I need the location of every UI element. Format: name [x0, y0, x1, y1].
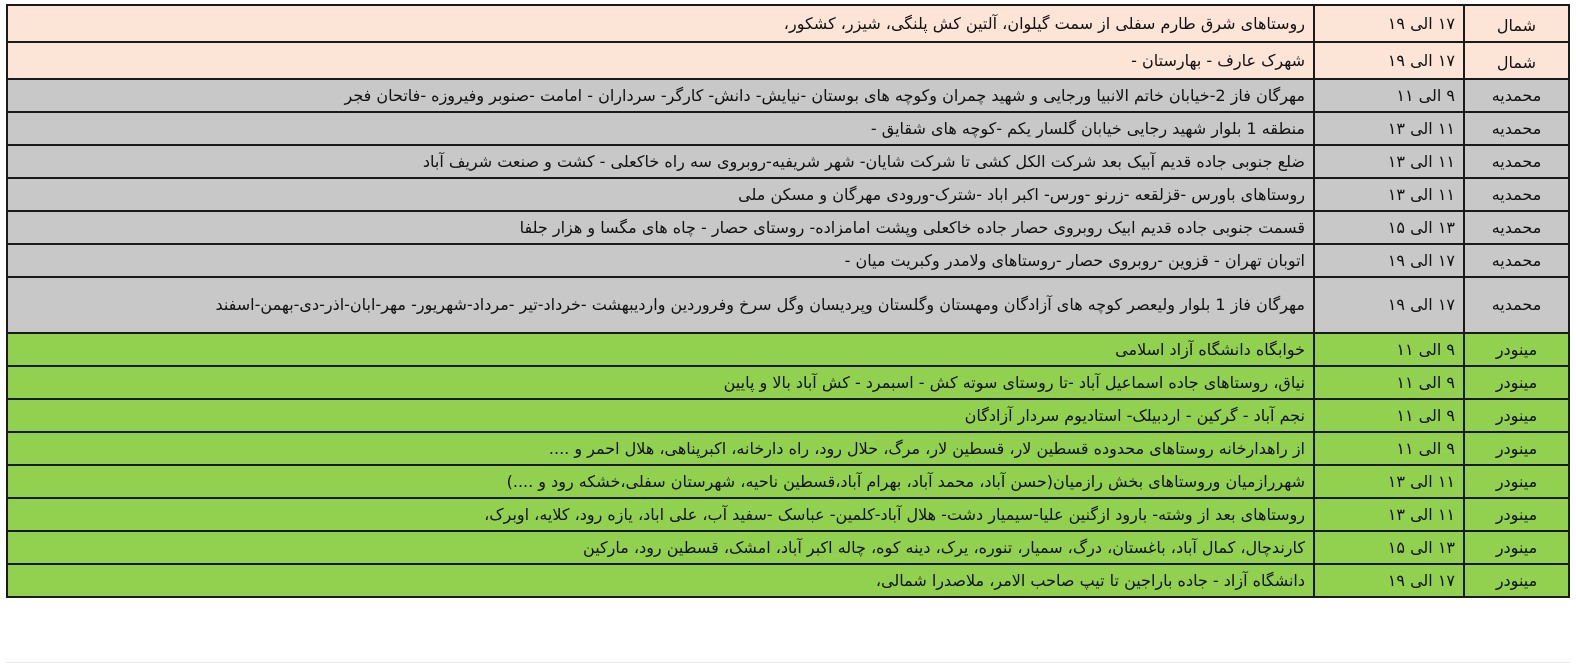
region-cell: مینودر — [1464, 399, 1569, 432]
region-cell: محمدیه — [1464, 178, 1569, 211]
areas-cell: دانشگاه آزاد - جاده باراجین تا تیپ صاحب الامر، ملاصدرا شمالی، — [7, 564, 1314, 597]
areas-cell: نیاق، روستاهای جاده اسماعیل آباد -تا روستای سوته کش - اسبمرد - کش آباد بالا و پایین — [7, 366, 1314, 399]
region-cell: مینودر — [1464, 531, 1569, 564]
areas-cell: روستاهای باورس -قزلقعه -زرنو -ورس- اکبر اباد -شترک-ورودی مهرگان و مسکن ملی — [7, 178, 1314, 211]
table-row — [7, 112, 1569, 145]
areas-cell: ضلع جنوبی جاده قدیم آبیک بعد شرکت الکل کشی تا شرکت شایان- شهر شریفیه-روبروی سه راه خاکعلی - کشت و صنعت شریف آباد — [7, 145, 1314, 178]
region-cell: محمدیه — [1464, 112, 1569, 145]
region-cell: محمدیه — [1464, 79, 1569, 112]
areas-cell: روستاهای شرق طارم سفلی از سمت گیلوان، آلتین کش پلنگی، شیزر، کشکور، — [7, 5, 1314, 42]
region-cell: محمدیه — [1464, 244, 1569, 277]
time-cell: ۱۷ الی ۱۹ — [1314, 277, 1464, 333]
time-cell: ۱۷ الی ۱۹ — [1314, 5, 1464, 42]
table-row — [7, 564, 1569, 597]
table-row — [7, 465, 1569, 498]
time-cell: ۹ الی ۱۱ — [1314, 333, 1464, 366]
region-cell: مینودر — [1464, 366, 1569, 399]
areas-cell: مهرگان فاز 2-خیابان خاتم الانبیا ورجایی و شهید چمران وکوچه های بوستان -نیایش- دانش- کارگر- سرداران - امامت -صنوبر وفیروزه -فاتحان فجر — [7, 79, 1314, 112]
region-cell: مینودر — [1464, 564, 1569, 597]
areas-cell: کارندچال، کمال آباد، باغستان، درگ، سمیار، تنوره، یرک، دینه کوه، چاله اکبر آباد، امشک، قسطین رود، مارکین — [7, 531, 1314, 564]
time-cell: ۹ الی ۱۱ — [1314, 399, 1464, 432]
time-cell: ۱۱ الی ۱۳ — [1314, 465, 1464, 498]
region-cell: شمال — [1464, 42, 1569, 79]
table-row — [7, 145, 1569, 178]
table-row — [7, 79, 1569, 112]
region-cell: مینودر — [1464, 333, 1569, 366]
region-cell: شمال — [1464, 5, 1569, 42]
table-row — [7, 244, 1569, 277]
areas-cell: شهررازمیان وروستاهای بخش رازمیان(حسن آباد، محمد آباد، بهرام آباد،قسطین ناحیه، شهرستان سفلی،خشکه رود و ....) — [7, 465, 1314, 498]
time-cell: ۱۳ الی ۱۵ — [1314, 531, 1464, 564]
bottom-divider — [6, 662, 1570, 663]
region-cell: محمدیه — [1464, 211, 1569, 244]
areas-cell: از راهدارخانه روستاهای محدوده قسطین لار، قسطین لار، مرگ، حلال رود، راه دارخانه، اکبرپناهی، هلال احمر و .... — [7, 432, 1314, 465]
areas-cell: مهرگان فاز 1 بلوار ولیعصر کوچه های آزادگان ومهستان وگلستان وپردیسان وگل سرخ وفروردین واردیبهشت -خرداد-تیر -مرداد-شهریور- مهر-ابان-اذر-دی-بهمن-اسفند — [7, 277, 1314, 333]
table-row — [7, 178, 1569, 211]
time-cell: ۱۷ الی ۱۹ — [1314, 564, 1464, 597]
time-cell: ۱۷ الی ۱۹ — [1314, 42, 1464, 79]
areas-cell: قسمت جنوبی جاده قدیم ابیک روبروی حصار جاده خاکعلی وپشت امامزاده- روستای حصار - چاه های مگسا و هزار جلفا — [7, 211, 1314, 244]
time-cell: ۹ الی ۱۱ — [1314, 432, 1464, 465]
areas-cell: شهرک عارف - بهارستان - — [7, 42, 1314, 79]
table-row — [7, 333, 1569, 366]
areas-cell: اتوبان تهران - قزوین -روبروی حصار -روستاهای ولامدر وکبریت میان - — [7, 244, 1314, 277]
table-row — [7, 366, 1569, 399]
outage-schedule-table — [6, 4, 1570, 598]
areas-cell: منطقه 1 بلوار شهید رجایی خیابان گلسار یکم -کوچه های شقایق - — [7, 112, 1314, 145]
time-cell: ۹ الی ۱۱ — [1314, 366, 1464, 399]
table-row — [7, 531, 1569, 564]
time-cell: ۹ الی ۱۱ — [1314, 79, 1464, 112]
region-cell: مینودر — [1464, 432, 1569, 465]
table-row — [7, 211, 1569, 244]
table-row — [7, 399, 1569, 432]
areas-cell: نجم آباد - گرکین - اردبیلک- استادیوم سردار آزادگان — [7, 399, 1314, 432]
region-cell: محمدیه — [1464, 277, 1569, 333]
time-cell: ۱۱ الی ۱۳ — [1314, 112, 1464, 145]
time-cell: ۱۱ الی ۱۳ — [1314, 178, 1464, 211]
table-row — [7, 432, 1569, 465]
areas-cell: روستاهای بعد از وشته- بارود ازگنین علیا-سیمیار دشت- هلال آباد-کلمین- عباسک -سفید آب، علی اباد، یازه رود، کلایه، اوبرک، — [7, 498, 1314, 531]
region-cell: مینودر — [1464, 465, 1569, 498]
areas-cell: خوابگاه دانشگاه آزاد اسلامی — [7, 333, 1314, 366]
time-cell: ۱۱ الی ۱۳ — [1314, 145, 1464, 178]
table-row — [7, 277, 1569, 333]
table-row — [7, 5, 1569, 42]
table-row — [7, 42, 1569, 79]
region-cell: محمدیه — [1464, 145, 1569, 178]
time-cell: ۱۳ الی ۱۵ — [1314, 211, 1464, 244]
time-cell: ۱۱ الی ۱۳ — [1314, 498, 1464, 531]
table-row — [7, 498, 1569, 531]
time-cell: ۱۷ الی ۱۹ — [1314, 244, 1464, 277]
region-cell: مینودر — [1464, 498, 1569, 531]
